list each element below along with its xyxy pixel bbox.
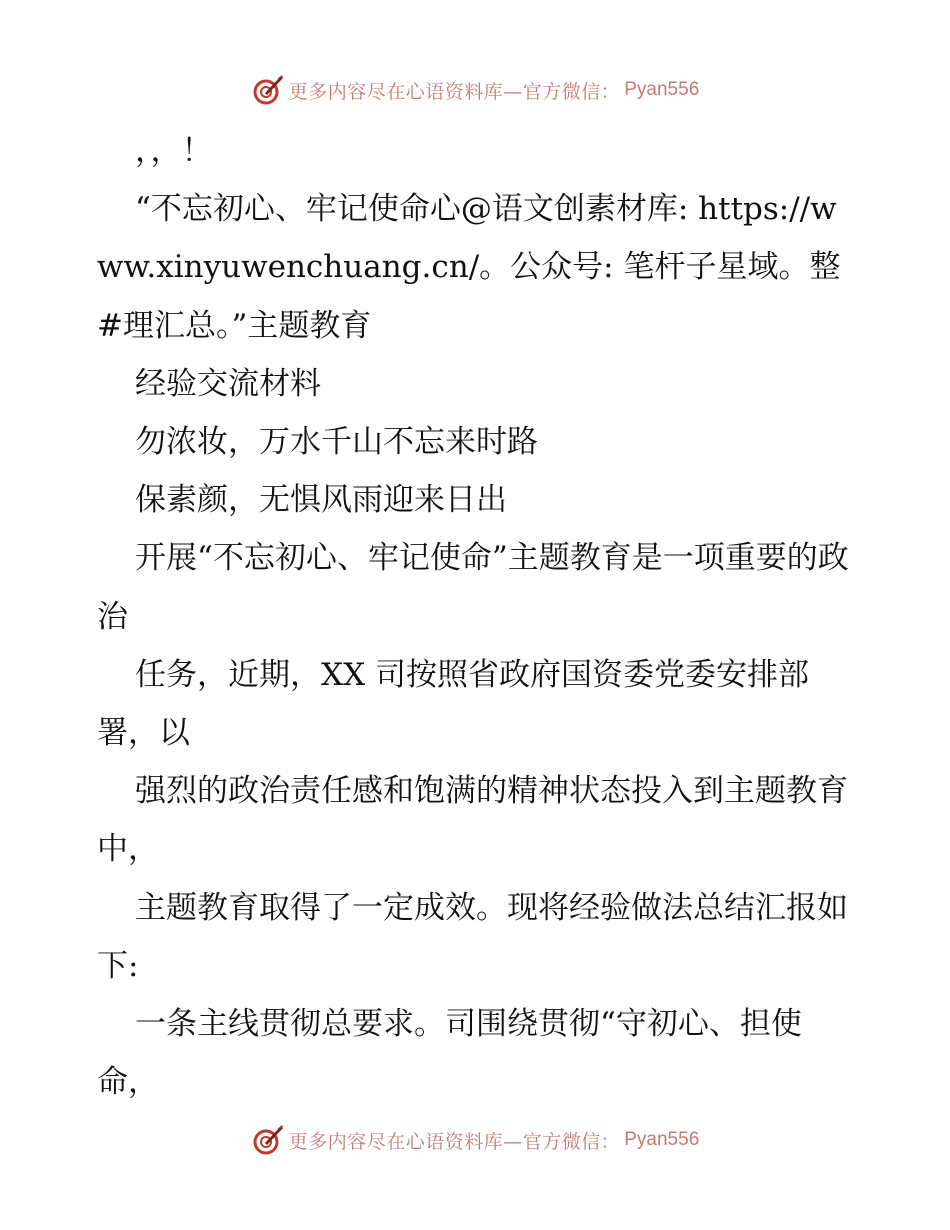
watermark-text: 更多内容尽在心语资料库—官方微信： (288, 80, 621, 103)
header-watermark (0, 70, 950, 110)
quill-logo-icon (251, 73, 285, 107)
paragraph: 主题教育取得了一定成效。现将经验做法总结汇报如下: (97, 889, 848, 984)
paragraph: 强烈的政治责任感和饱满的精神状态投入到主题教育中， (97, 773, 848, 868)
paragraph: 一条主线贯彻总要求。司围绕贯彻“守初心、担使命， (97, 1006, 802, 1101)
document-body (97, 122, 857, 1111)
paragraph: 勿浓妆，万水千山不忘来时路 (135, 424, 538, 461)
paragraph: 开展“不忘初心、牢记使命”主题教育是一项重要的政治 (97, 540, 849, 635)
watermark-wechat-id: Pyan556 (624, 79, 700, 100)
paragraph: 经验交流材料 (135, 365, 321, 402)
paragraph: “不忘初心、牢记使命心@语文创素材库: https://www.xinyuwenchuang.cn/。公众号: 笔杆子星域。整#理汇总。”主题教育 (97, 191, 841, 344)
paragraph: ，，！ (135, 133, 213, 169)
footer-watermark (0, 1120, 950, 1160)
quill-logo-icon (251, 1123, 285, 1157)
paragraph: 任务，近期，XX 司按照省政府国资委党委安排部署，以 (97, 656, 809, 752)
paragraph: 保素颜，无惧风雨迎来日出 (135, 482, 507, 519)
watermark-wechat-id: Pyan556 (624, 1129, 700, 1150)
watermark-text: 更多内容尽在心语资料库—官方微信： (288, 1130, 621, 1153)
